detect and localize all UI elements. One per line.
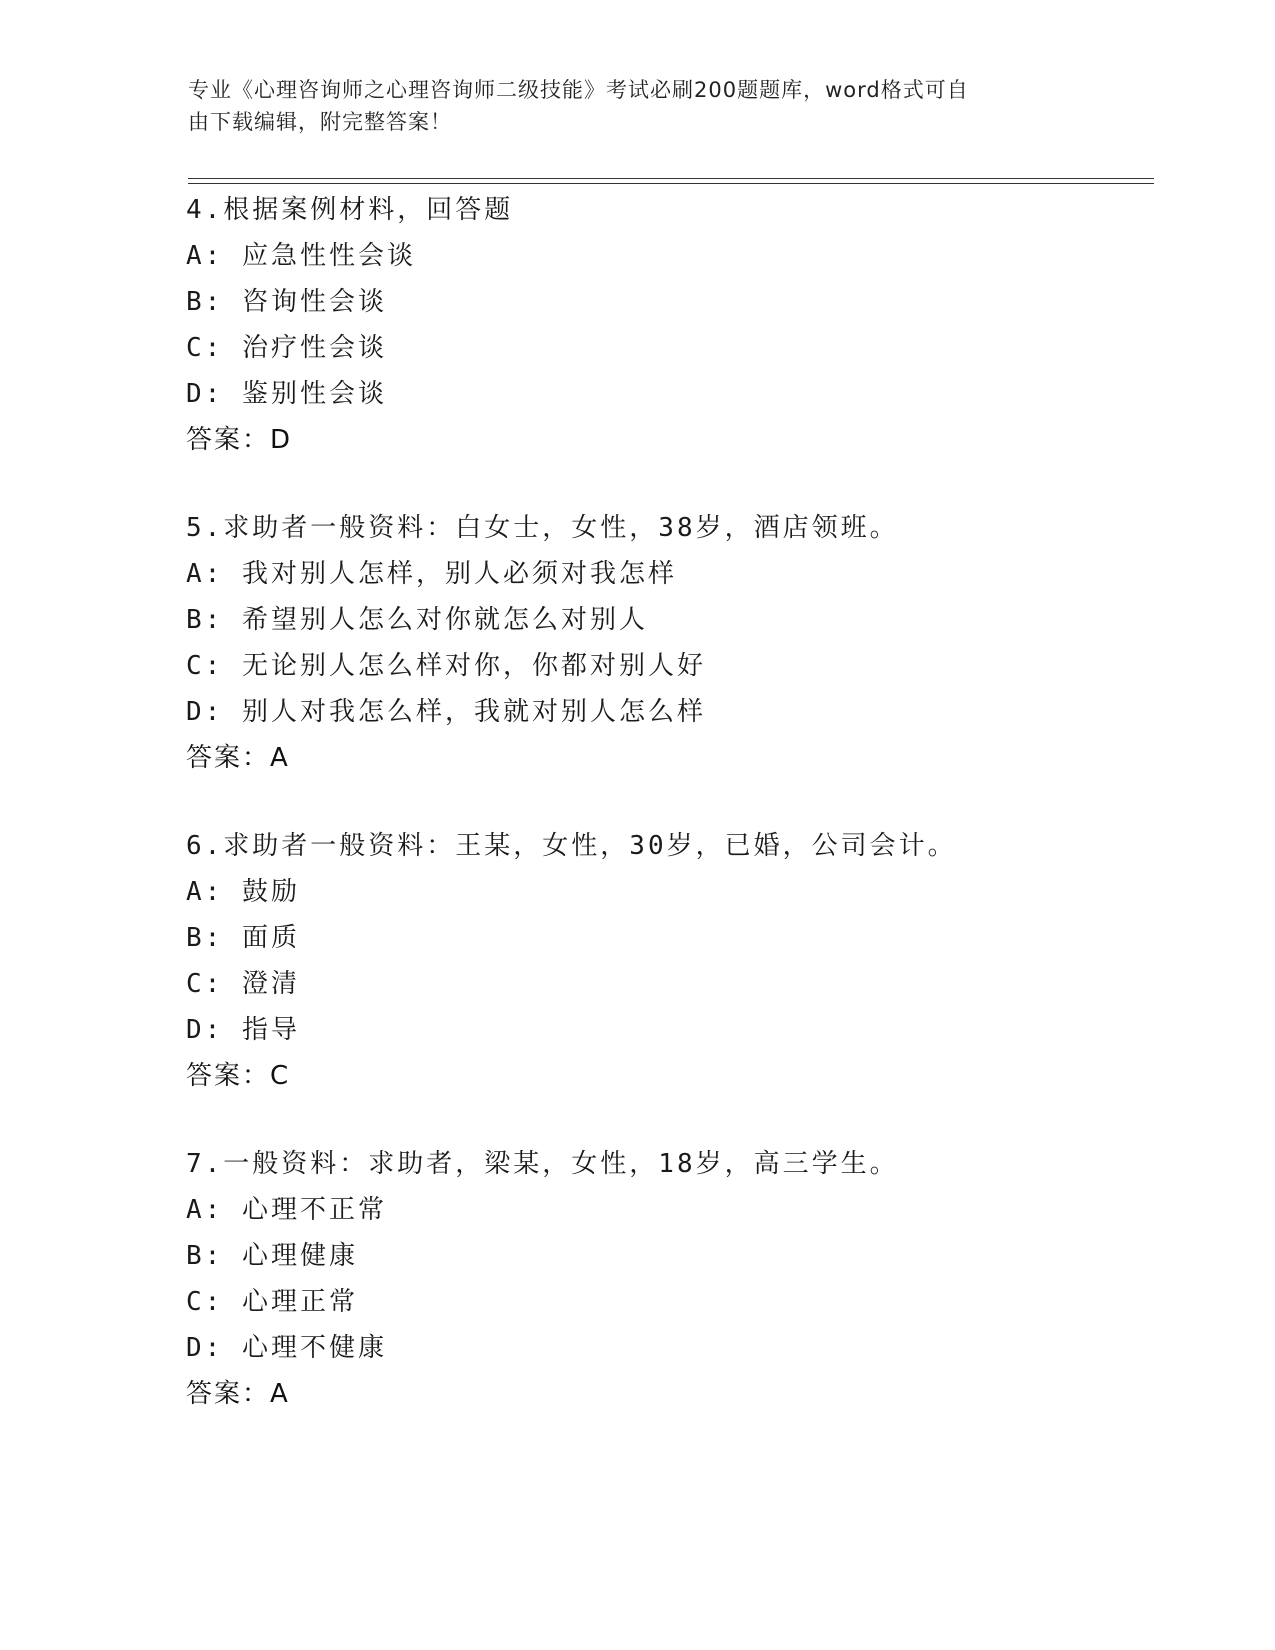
header-line-1: 专业《心理咨询师之心理咨询师二级技能》考试必刷200题题库，word格式可自 [188, 78, 969, 102]
option-d: D: 鉴别性会谈 [186, 379, 387, 409]
option-b: B: 希望别人怎么对你就怎么对别人 [186, 605, 648, 635]
answer: 答案：A [186, 1379, 290, 1409]
option-d: D: 指导 [186, 1015, 300, 1045]
answer: 答案：D [186, 425, 293, 455]
question-stem: 7.一般资料：求助者，梁某，女性，18岁，高三学生。 [186, 1149, 899, 1179]
option-b: B: 面质 [186, 923, 300, 953]
option-d: D: 别人对我怎么样，我就对别人怎么样 [186, 697, 706, 727]
option-b: B: 心理健康 [186, 1241, 358, 1271]
question-6 [186, 823, 1146, 1099]
option-c: C: 心理正常 [186, 1287, 358, 1317]
header-divider-top [188, 178, 1154, 179]
answer: 答案：A [186, 743, 290, 773]
option-c: C: 澄清 [186, 969, 300, 999]
question-4 [186, 187, 1146, 463]
option-a: A: 鼓励 [186, 877, 300, 907]
option-c: C: 无论别人怎么样对你，你都对别人好 [186, 651, 706, 681]
question-7 [186, 1141, 1146, 1417]
question-list [186, 187, 1146, 1459]
header-divider-bottom [188, 183, 1154, 184]
option-b: B: 咨询性会谈 [186, 287, 387, 317]
question-stem: 5.求助者一般资料：白女士，女性，38岁，酒店领班。 [186, 513, 899, 543]
question-stem: 6.求助者一般资料：王某，女性，30岁，已婚，公司会计。 [186, 831, 957, 861]
option-c: C: 治疗性会谈 [186, 333, 387, 363]
document-header [188, 74, 1068, 138]
option-d: D: 心理不健康 [186, 1333, 387, 1363]
option-a: A: 我对别人怎样，别人必须对我怎样 [186, 559, 677, 589]
header-line-2: 由下载编辑，附完整答案！ [188, 110, 452, 134]
answer: 答案：C [186, 1061, 291, 1091]
option-a: A: 心理不正常 [186, 1195, 387, 1225]
question-stem: 4.根据案例材料，回答题 [186, 195, 514, 225]
option-a: A: 应急性性会谈 [186, 241, 416, 271]
question-5 [186, 505, 1146, 781]
